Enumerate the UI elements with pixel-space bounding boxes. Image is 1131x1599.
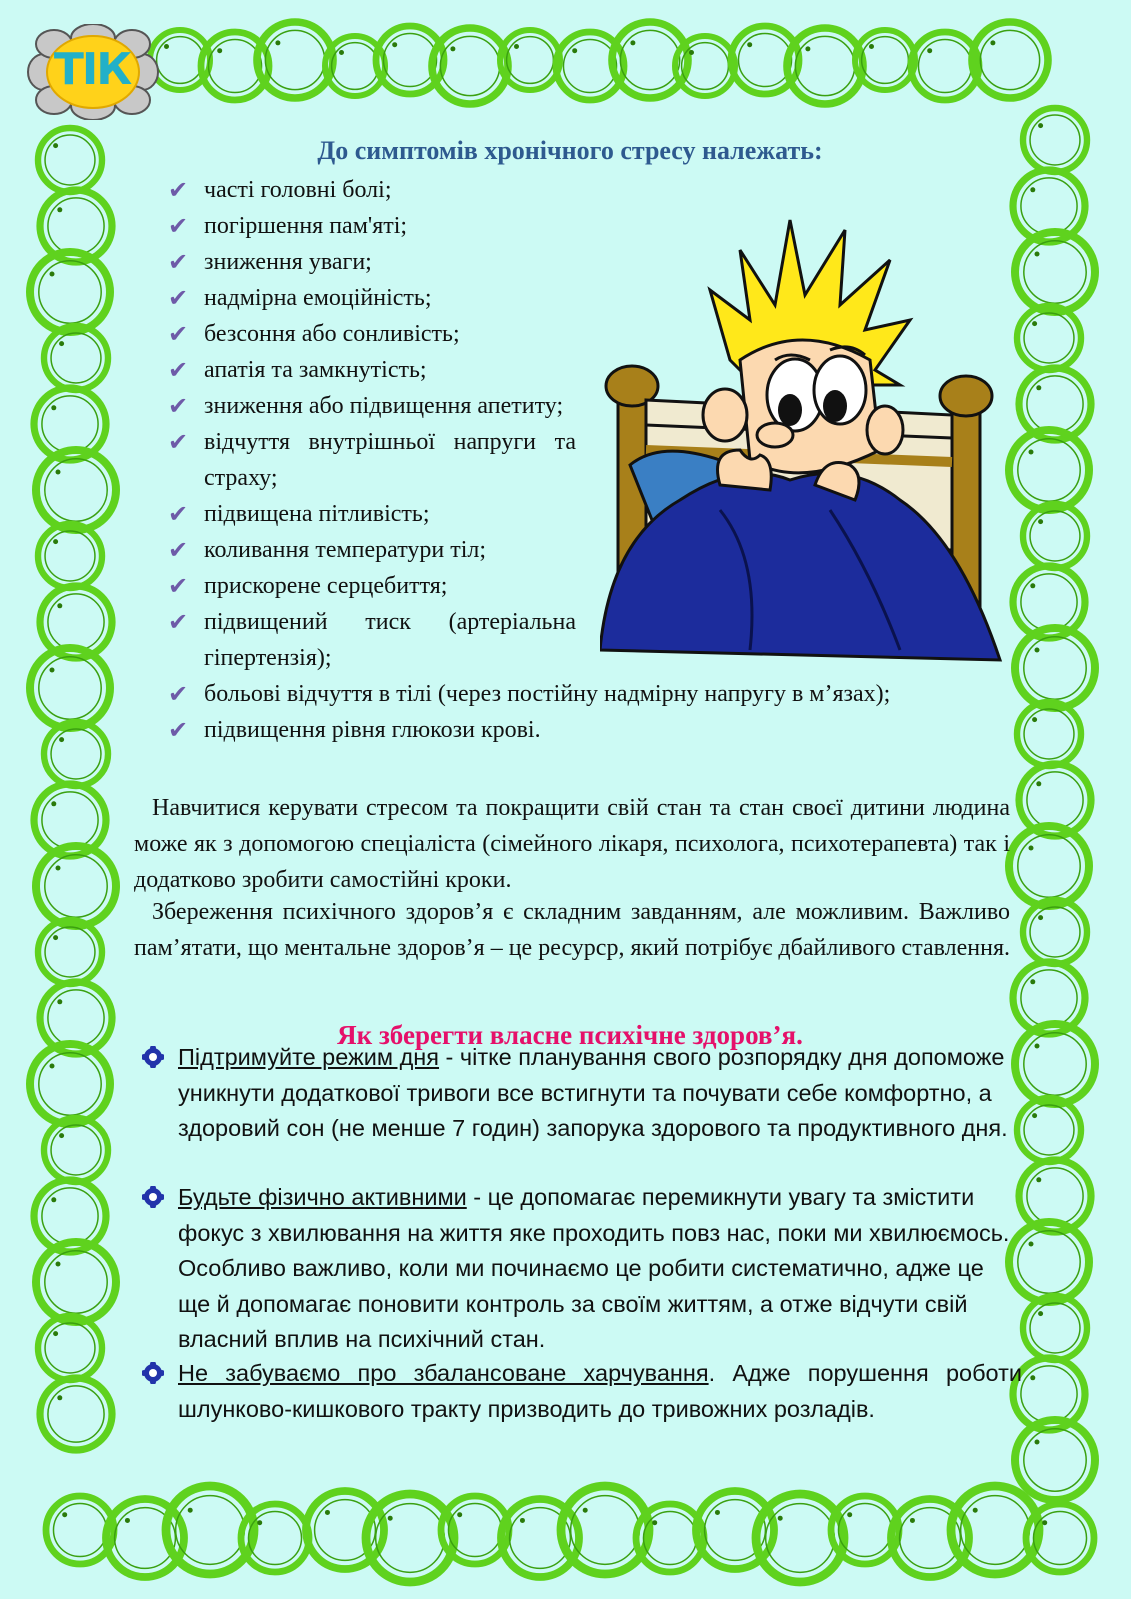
check-icon: ✔	[168, 248, 189, 276]
list-item: ✔ підвищений тиск (артеріальна гіпертензія);	[168, 604, 576, 676]
tip-lead: Підтримуйте режим дня	[178, 1044, 440, 1070]
paragraph-mental-health: Збереження психічного здоров’я є складним завданням, але можливим. Важливо пам’ятати, що ментальне здоров’я – це ресурср, який потрібує дбайливого ставлення.	[134, 899, 1011, 961]
check-icon: ✔	[168, 572, 189, 600]
list-item: ✔ часті головні болі;	[168, 172, 576, 208]
tip-item	[142, 1180, 1022, 1358]
tip-text: - це допомагає перемикнути увагу та змістити фокус з хвилювання на життя яке проходить повз нас, поки ми хвилюємось. Особливо важливо, коли ми починаємо це робити систематично, адже це ще й допомагає поновити контроль за своїм життям, а отже відчути свій власний вплив на психічний стан.	[178, 1184, 1010, 1352]
symptoms-heading: До симптомів хронічного стресу належать:	[317, 136, 823, 165]
list-item: ✔ відчуття внутрішньої напруги та страху;	[168, 424, 576, 496]
check-icon: ✔	[168, 428, 189, 456]
tip-lead: Будьте фізично активними	[178, 1184, 467, 1210]
list-item: ✔ підвищення рівня глюкози крові.	[168, 712, 1004, 748]
check-icon: ✔	[168, 536, 189, 564]
frame-ring	[1017, 306, 1081, 370]
frame-ring	[1023, 108, 1087, 172]
tip-text: . Адже порушення роботи шлунково-кишкового тракту призводить до тривожних розладів.	[178, 1360, 1022, 1422]
list-item: ✔ апатія та замкнутість;	[168, 352, 576, 388]
flower-bullet-icon	[142, 1046, 164, 1068]
flower-bullet-icon	[142, 1362, 164, 1384]
check-icon: ✔	[168, 680, 189, 708]
frame-ring	[1017, 702, 1081, 766]
list-item: ✔ надмірна емоційність;	[168, 280, 576, 316]
flower-bullet-icon	[142, 1186, 164, 1208]
frame-ring	[972, 22, 1048, 98]
list-item: ✔ больові відчуття в тілі (через постійну надмірну напругу в м’язах);	[168, 676, 1004, 712]
tip-lead: Не забуваємо про збалансоване харчування	[178, 1360, 709, 1386]
frame-ring	[44, 1118, 108, 1182]
tip-item	[142, 1040, 1022, 1147]
check-icon: ✔	[168, 716, 189, 744]
frame-ring	[1023, 900, 1087, 964]
check-icon: ✔	[168, 284, 189, 312]
frame-ring	[1023, 1296, 1087, 1360]
frame-ring	[38, 524, 102, 588]
list-item: ✔ зниження або підвищення апетиту;	[168, 388, 576, 424]
check-icon: ✔	[168, 500, 189, 528]
check-icon: ✔	[168, 176, 189, 204]
frame-ring	[44, 326, 108, 390]
list-item: ✔ зниження уваги;	[168, 244, 576, 280]
frame-ring	[40, 1378, 112, 1450]
list-item: ✔ прискорене серцебиття;	[168, 568, 576, 604]
list-item: ✔ погіршення пам'яті;	[168, 208, 576, 244]
check-icon: ✔	[168, 356, 189, 384]
check-icon: ✔	[168, 608, 189, 636]
frame-ring	[44, 722, 108, 786]
tip-item	[142, 1356, 1022, 1427]
list-item: ✔ підвищена пітливість;	[168, 496, 576, 532]
frame-ring	[1017, 1098, 1081, 1162]
tip-text: - чітке планування свого розпорядку дня допоможе уникнути додаткової тривоги все встигнути та почувати себе комфортно, а здоровий сон (не менше 7 годин) запорука здорового та продуктивного дня.	[178, 1044, 1008, 1141]
frame-ring	[38, 128, 102, 192]
paragraph-stress: Навчитися керувати стресом та покращити свій стан та стан своєї дитини людина може як з допомогою спеціаліста (сімейного лікаря, психолога, психотерапевта) так і додатково зробити самостійні кроки.	[134, 795, 1010, 893]
check-icon: ✔	[168, 212, 189, 240]
list-item: ✔ коливання температури тіл;	[168, 532, 576, 568]
check-icon: ✔	[168, 320, 189, 348]
frame-ring	[38, 1316, 102, 1380]
scared-boy-in-bed-illustration	[600, 210, 1020, 680]
list-item: ✔ безсоння або сонливість;	[168, 316, 576, 352]
tips-heading: Як зберегти власне психічне здоров’я.	[337, 1020, 803, 1050]
check-icon: ✔	[168, 392, 189, 420]
frame-ring	[38, 920, 102, 984]
frame-ring	[1023, 504, 1087, 568]
logo-text: ТІК	[53, 44, 131, 95]
